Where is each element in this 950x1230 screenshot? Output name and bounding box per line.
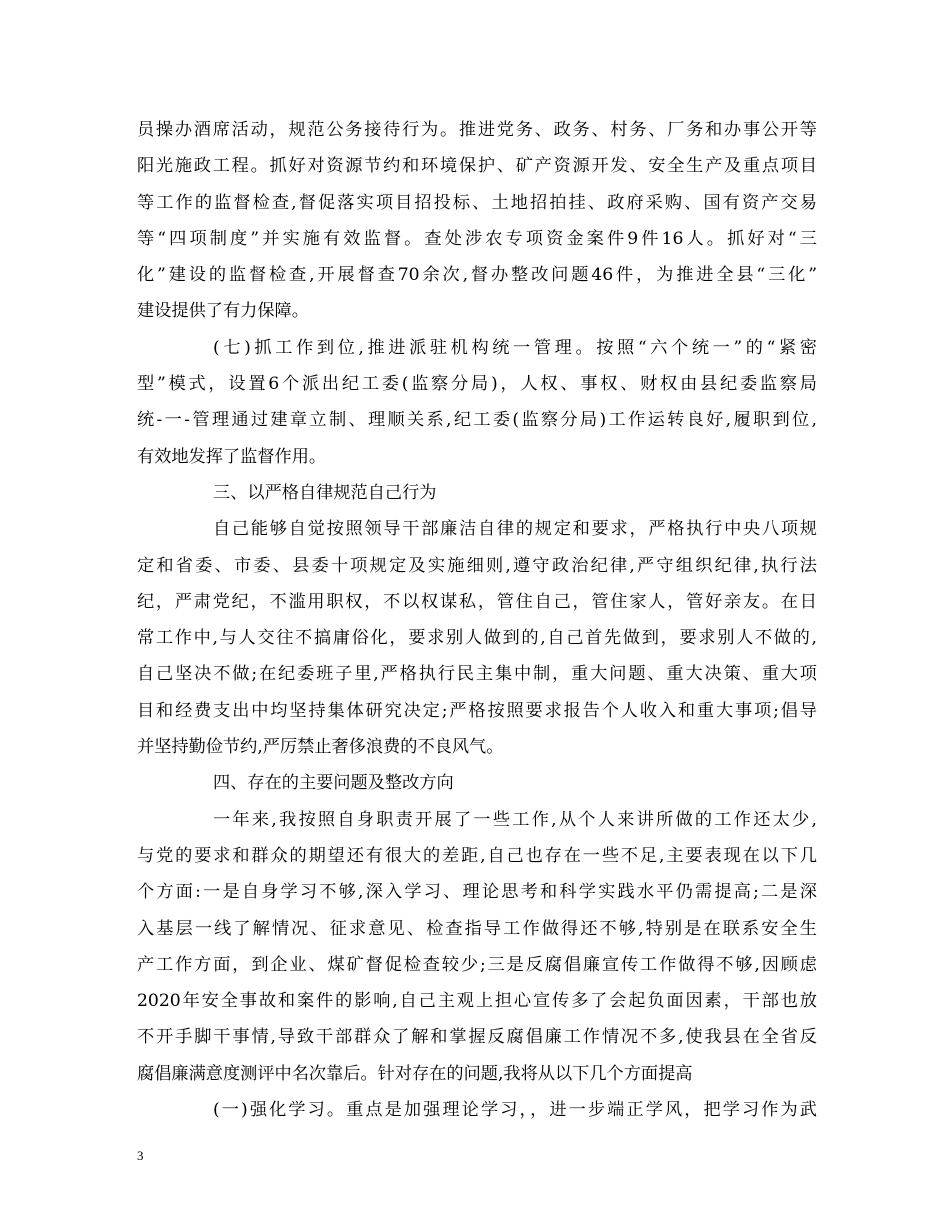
text-line: 等“四项制度”并实施有效监督。查处涉农专项资金案件9件16人。抓好对“三 [137,228,817,249]
text-line: 建设提供了有力保障。 [137,301,309,322]
text-line: 自己能够自觉按照领导干部廉洁自律的规定和要求，严格执行中央八项规 [213,519,817,540]
text-line: 常工作中,与人交往不搞庸俗化，要求别人做到的,自己首先做到，要求别人不做的, [137,628,817,649]
text-line: 纪，严肃党纪，不滥用职权，不以权谋私，管住自己，管住家人，管好亲友。在日 [137,591,817,612]
text-line: 员操办酒席活动，规范公务接待行为。推进党务、政务、村务、厂务和办事公开等 [137,120,817,140]
text-line: 不开手脚干事情,导致干部群众了解和掌握反腐倡廉工作情况不多,使我县在全省反 [137,1027,817,1048]
text-line: 统-一-管理通过建章立制、理顺关系,纪工委(监察分局)工作运转良好,履职到位, [137,410,817,431]
text-line: 2020年安全事故和案件的影响,自己主观上担心宣传多了会起负面因素，干部也放 [137,991,817,1012]
body-text [137,112,817,1128]
text-line: 等工作的监督检查,督促落实项目招投标、土地招拍挂、政府采购、国有资产交易 [137,192,817,213]
text-line: 腐倡廉满意度测评中名次靠后。针对存在的问题,我将从以下几个方面提高 [137,1063,693,1084]
text-line: 化”建设的监督检查,开展督查70余次,督办整改问题46件，为推进全县“三化” [137,265,817,286]
text-line: 产工作方面，到企业、煤矿督促检查较少;三是反腐倡廉宣传工作做得不够,因顾虑 [137,954,817,975]
text-line: 定和省委、市委、县委十项规定及实施细则,遵守政治纪律,严守组织纪律,执行法 [137,555,817,576]
text-line: 入基层一线了解情况、征求意见、检查指导工作做得还不够,特别是在联系安全生 [137,918,817,939]
text-line: (七)抓工作到位,推进派驻机构统一管理。按照“六个统一”的“紧密 [213,337,817,358]
text-line: 型”模式，设置6个派出纪工委(监察分局)，人权、事权、财权由县纪委监察局 [137,374,817,395]
text-line: 与党的要求和群众的期望还有很大的差距,自己也存在一些不足,主要表现在以下几 [137,845,817,866]
text-line: 一年来,我按照自身职责开展了一些工作,从个人来讲所做的工作还太少, [213,809,817,830]
text-line: 目和经费支出中均坚持集体研究决定;严格按照要求报告个人收入和重大事项;倡导 [137,700,817,721]
text-line: 三、以严格自律规范自己行为 [213,482,437,503]
text-line: 个方面:一是自身学习不够,深入学习、理论思考和科学实践水平仍需提高;二是深 [137,882,817,903]
text-line: 自己坚决不做;在纪委班子里,严格执行民主集中制，重大问题、重大决策、重大项 [137,664,817,685]
text-line: 阳光施政工程。抓好对资源节约和环境保护、矿产资源开发、安全生产及重点项目 [137,156,817,177]
text-line: 四、存在的主要问题及整改方向 [213,773,454,794]
text-line: 并坚持勤俭节约,严厉禁止奢侈浪费的不良风气。 [137,737,504,758]
page-number: 3 [137,1148,144,1163]
text-line: 有效地发挥了监督作用。 [137,446,327,467]
text-line: (一)强化学习。重点是加强理论学习，，进一步端正学风，把学习作为武 [213,1100,817,1121]
